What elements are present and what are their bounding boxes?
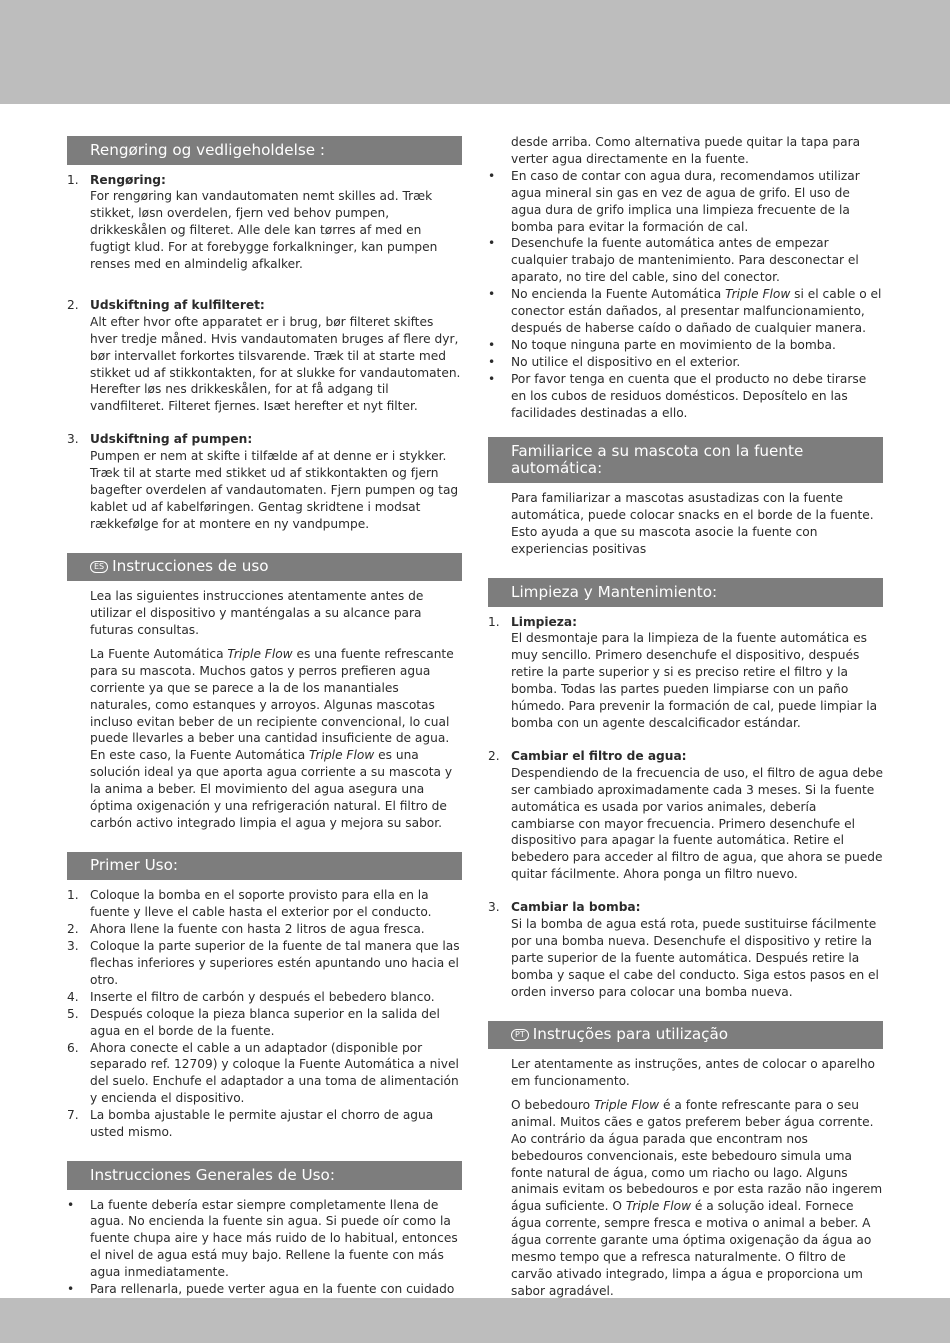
item-number: 3. bbox=[67, 939, 79, 954]
item-number: 4. bbox=[67, 989, 79, 1004]
item-text: No encienda la Fuente Automática Triple Flow si el cable o el conector están dañados, al presentar malfuncionamiento, después de haberse caído o dañado de cualquier manera. bbox=[511, 287, 882, 335]
list-item bbox=[67, 989, 462, 1006]
bullet-item bbox=[488, 286, 883, 337]
item-number: 2. bbox=[488, 748, 500, 763]
item-text: Desenchufe la fuente automática antes de empezar cualquier trabajo de mantenimiento. Para desconectar el aparato, no tire del cable, sino del conector. bbox=[511, 236, 859, 285]
es-intro-text: Lea las siguientes instrucciones atentamente antes de utilizar el dispositivo y manténgalas a su alcance para futuras consultas. bbox=[90, 589, 424, 638]
top-gray-band bbox=[0, 0, 950, 104]
bullet-item bbox=[488, 371, 883, 422]
item-text: Alt efter hvor ofte apparatet er i brug, bør filteret skiftes hver tredje måned. Hvis vandautomaten bruges af flere dyr, bør intervallet forkortes tilsvarende. Træk til at starte med stikket ud af stikkontakten, for at slukke for vandautomaten. Herefter løs nes drikkeskålen, for at få adgang til vandfilteret. Filteret fjernes. Isæt herefter et nyt filter. bbox=[90, 314, 461, 414]
section-heading-limpieza: Limpieza y Mantenimiento: bbox=[488, 578, 883, 607]
list-item bbox=[488, 899, 883, 1000]
item-text: Coloque la parte superior de la fuente de tal manera que las flechas inferiores y superiores estén apuntando uno hacia el otro. bbox=[90, 939, 460, 987]
bullet-item bbox=[67, 1281, 462, 1298]
pt-intro-text: Ler atentamente as instruções, antes de colocar o aparelho em funcionamento. bbox=[511, 1057, 876, 1088]
language-badge-es: ES bbox=[90, 561, 108, 573]
list-item bbox=[67, 1107, 462, 1141]
es-body-text: La Fuente Automática Triple Flow es una fuente refrescante para su mascota. Muchos gatos y perros prefieren agua corriente ya que se parece a la de los manantiales naturales, como estanques y arroyos. Algunas mascotas incluso evitan beber de un recipiente convencional, lo cual puede llevarles a beber una cantidad insuficiente de agua. En este caso, la Fuente Automática Triple Flow es una solución ideal ya que aporta agua corriente a su mascota y la anima a beber. El movimiento del agua asegura una óptima oxigenación y una refrigeración natural. El filtro de carbón activo integrado limpia el agua y mejora su sabor. bbox=[90, 646, 454, 830]
item-title: Cambiar el filtro de agua: bbox=[511, 748, 687, 763]
section-heading-familiarize: Familiarice a su mascota con la fuente automática: bbox=[488, 437, 883, 483]
bottom-gray-band bbox=[0, 1298, 950, 1343]
list-item bbox=[67, 1040, 462, 1108]
item-number: 1. bbox=[67, 888, 79, 903]
bullet-symbol: • bbox=[488, 168, 496, 183]
item-text: No toque ninguna parte en movimiento de la bomba. bbox=[511, 337, 836, 352]
section-heading-primer-uso: Primer Uso: bbox=[67, 852, 462, 881]
pt-body-text: O bebedouro Triple Flow é a fonte refrescante para o seu animal. Muitos cães e gatos preferem beber água corrente. Ao contrário da água parada que encontram nos bebedouros convencionais, este bebedouro simula uma fonte natural de água, como um riacho ou lago. Alguns animais evitam os bebedouros e por esta razão não ingerem água suficiente. O Triple Flow é a solução ideal. Fornece água corrente, sempre fresca e motiva o animal a beber. A água corrente garante uma óptima oxigenação da água ao mesmo tempo que a refresca naturalmente. O filtro de carvão ativado integrado, limpa a água e proporciona um sabor agradável. bbox=[511, 1097, 883, 1298]
item-text: Por favor tenga en cuenta que el producto no debe tirarse en los cubos de residuos domésticos. Deposítelo en las facilidades destinadas a ello. bbox=[511, 371, 867, 420]
bullet-symbol: • bbox=[488, 287, 496, 302]
item-text: Despendiendo de la frecuencia de uso, el filtro de agua debe ser cambiado aproximadamente cada 3 meses. Si la fuente automática es usada por varios animales, debería cambiarse con mayor frecuencia. Primero desenchufe el dispositivo para apagar la fuente automática. Retire el bebedero para acceder al filtro de agua, que ahora se puede quitar fácilmente. Ahora ponga un filtro nuevo. bbox=[511, 765, 883, 882]
section-heading-es-instructions: ES Instrucciones de uso bbox=[67, 553, 462, 582]
item-text: No utilice el dispositivo en el exterior. bbox=[511, 354, 741, 369]
item-text: Inserte el filtro de carbón y después el bebedero blanco. bbox=[90, 989, 435, 1004]
language-badge-pt: PT bbox=[511, 1029, 529, 1041]
item-text: En caso de contar con agua dura, recomendamos utilizar agua mineral sin gas en vez de agua de grifo. El uso de agua dura de grifo implica una limpieza frecuente de la bomba para evitar la formación de cal. bbox=[511, 168, 860, 234]
right-column bbox=[488, 134, 883, 1300]
item-number: 1. bbox=[67, 172, 79, 187]
item-text: Ahora llene la fuente con hasta 2 litros de agua fresca. bbox=[90, 922, 425, 937]
continued-text: desde arriba. Como alternativa puede quitar la tapa para verter agua directamente en la fuente. bbox=[511, 135, 861, 166]
list-item bbox=[67, 297, 462, 415]
familiarize-text: Para familiarizar a mascotas asustadizas con la fuente automática, puede colocar snacks en el borde de la fuente. Esto ayuda a que su mascota asocie la fuente con experiencias positivas bbox=[511, 491, 874, 557]
item-number: 6. bbox=[67, 1040, 79, 1055]
bullet-symbol: • bbox=[67, 1197, 75, 1212]
list-item bbox=[67, 172, 462, 273]
list-item bbox=[67, 431, 462, 532]
item-text: Pumpen er nem at skifte i tilfælde af at denne er i stykker. Træk til at starte med stikket ud af stikkontakten og fjern bagefter overdelen af vandautomaten. Fjern pumpen og tag kablet ud af kabelføringen. Gentag skridtene i modsat rækkefølge for at montere en ny vandpumpe. bbox=[90, 449, 459, 531]
item-number: 3. bbox=[67, 432, 79, 447]
item-number: 1. bbox=[488, 614, 500, 629]
item-text: Coloque la bomba en el soporte provisto para ella en la fuente y lleve el cable hasta el exterior por el conducto. bbox=[90, 888, 432, 920]
item-number: 2. bbox=[67, 922, 79, 937]
bullet-symbol: • bbox=[488, 371, 496, 386]
item-text: Para rellenarla, puede verter agua en la fuente con cuidado bbox=[90, 1282, 455, 1297]
list-item bbox=[67, 938, 462, 989]
item-number: 7. bbox=[67, 1108, 79, 1123]
bullet-symbol: • bbox=[488, 236, 496, 251]
list-item bbox=[488, 614, 883, 732]
item-text: La bomba ajustable le permite ajustar el chorro de agua usted mismo. bbox=[90, 1108, 434, 1140]
list-item bbox=[67, 887, 462, 921]
section-heading-generales: Instrucciones Generales de Uso: bbox=[67, 1161, 462, 1190]
item-text: La fuente debería estar siempre completamente llena de agua. No encienda la fuente sin agua. Si puede oír como la fuente chupa aire y hace más ruido de lo habitual, entonces el nivel de agua está muy bajo. Rellene la fuente con más agua inmediatamente. bbox=[90, 1197, 458, 1280]
item-text: Ahora conecte el cable a un adaptador (disponible por separado ref. 12709) y coloque la Fuente Automática a nivel del suelo. Enchufe el adaptador a una toma de alimentación y encienda el dispositivo. bbox=[90, 1040, 459, 1106]
list-item bbox=[67, 921, 462, 938]
item-number: 2. bbox=[67, 297, 79, 312]
bullet-symbol: • bbox=[67, 1282, 75, 1297]
section-heading-pt-instructions: PT Instruções para utilização bbox=[488, 1021, 883, 1050]
item-title: Limpieza: bbox=[511, 614, 578, 629]
left-column bbox=[67, 136, 462, 1298]
item-title: Udskiftning af kulfilteret: bbox=[90, 297, 265, 312]
bullet-item bbox=[488, 354, 883, 371]
bullet-symbol: • bbox=[488, 337, 496, 352]
bullet-symbol: • bbox=[488, 354, 496, 369]
item-text: El desmontaje para la limpieza de la fuente automática es muy sencillo. Primero desenchufe el dispositivo, después retire la parte superior y si es preciso retire el filtro y la bomba. Todas las partes pueden limpiarse con un paño húmedo. Para prevenir la formación de cal, puede limpiar la bomba con un agente descalcificador estándar. bbox=[511, 631, 878, 730]
bullet-item bbox=[488, 168, 883, 236]
section-heading-danish-cleaning: Rengøring og vedligeholdelse : bbox=[67, 136, 462, 165]
list-item bbox=[67, 1006, 462, 1040]
item-number: 5. bbox=[67, 1006, 79, 1021]
item-title: Udskiftning af pumpen: bbox=[90, 432, 253, 447]
item-title: Cambiar la bomba: bbox=[511, 900, 641, 915]
item-text: Si la bomba de agua está rota, puede sustituirse fácilmente por una bomba nueva. Desenchufe el dispositivo y retire la parte superior de la fuente automática. Después retire la bomba y saque el cabe del conducto. Siga estos pasos en el orden inverso para colocar una bomba nueva. bbox=[511, 917, 879, 999]
list-item bbox=[488, 748, 883, 883]
bullet-item bbox=[67, 1197, 462, 1282]
item-title: Rengøring: bbox=[90, 172, 166, 187]
item-number: 3. bbox=[488, 900, 500, 915]
item-text: For rengøring kan vandautomaten nemt skilles ad. Træk stikket, løsn overdelen, fjern ved behov pumpen, drikkeskålen og filteret. Alle dele kan tørres af med en fugtigt klud. For at forebygge forkalkninger, kan pumpen renses med en almindelig afkalker. bbox=[90, 189, 438, 272]
bullet-item bbox=[488, 235, 883, 286]
item-text: Después coloque la pieza blanca superior en la salida del agua en el borde de la fuente. bbox=[90, 1006, 440, 1038]
bullet-item bbox=[488, 337, 883, 354]
